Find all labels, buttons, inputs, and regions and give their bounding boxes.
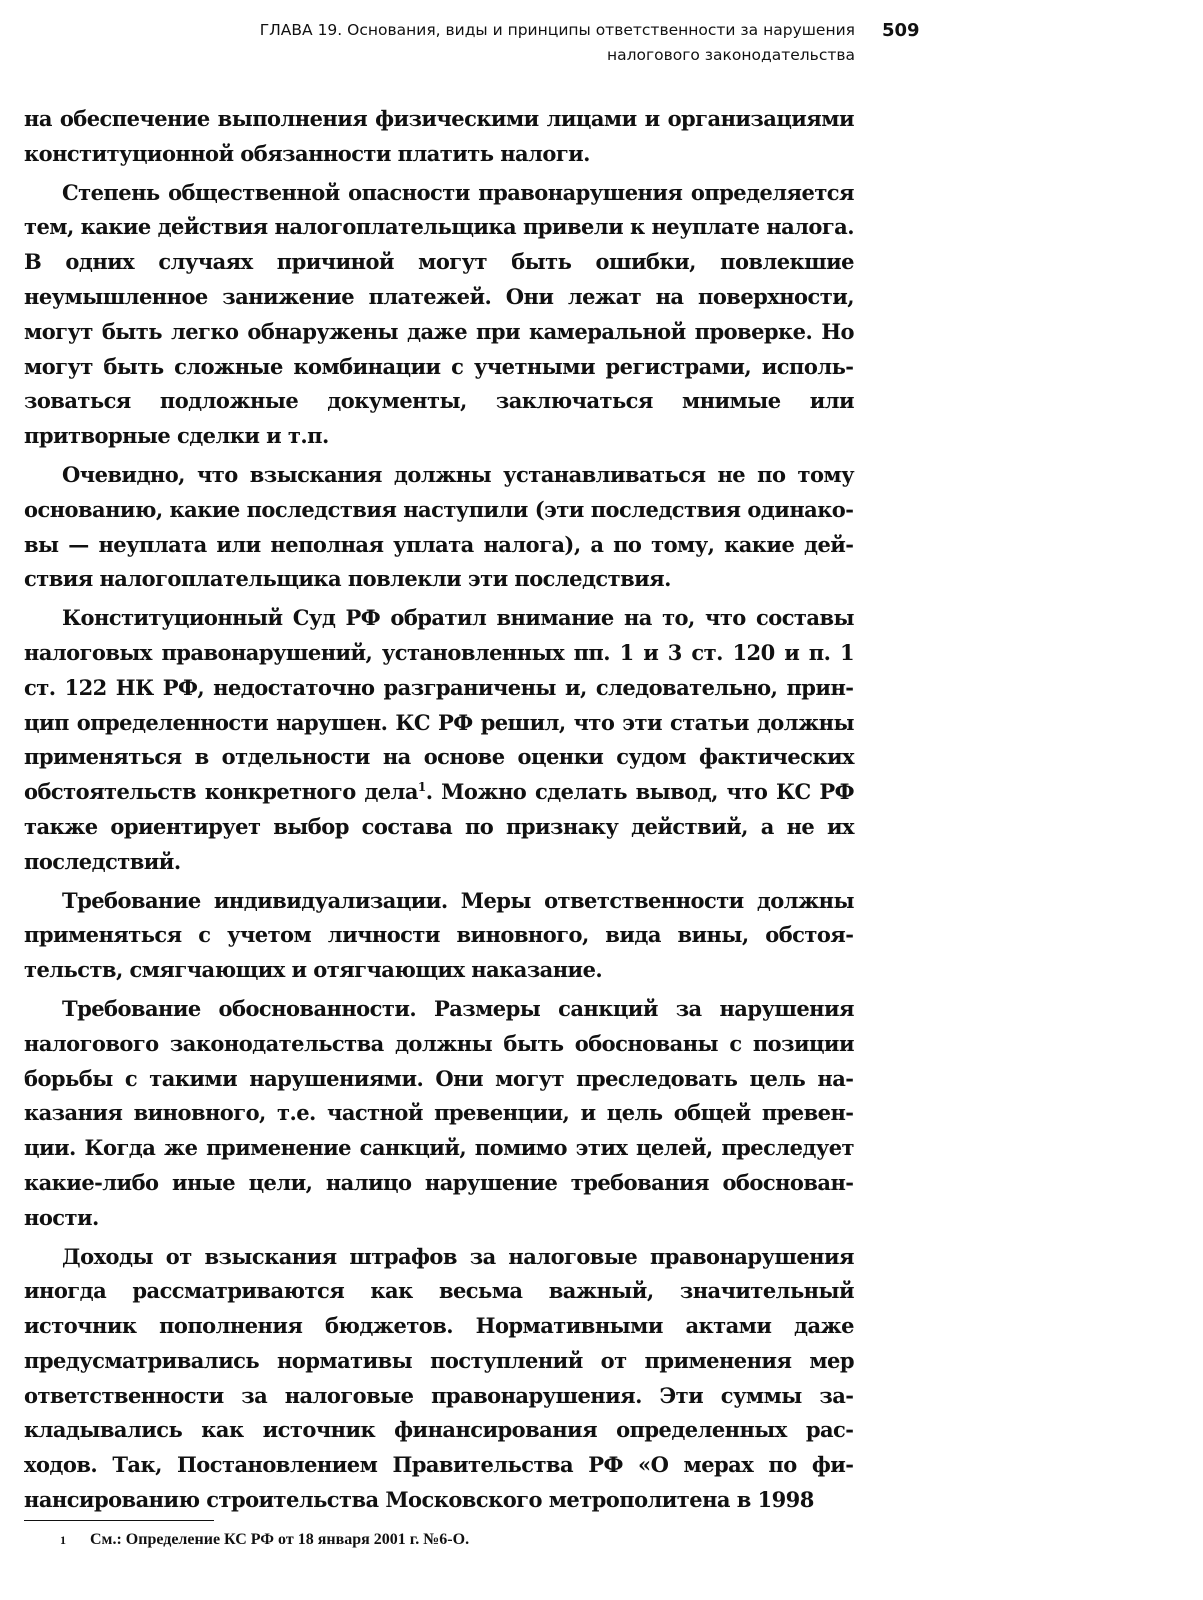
individualization-heading: Требование индивидуализации.	[62, 887, 448, 913]
footnote-mark: 1	[60, 1533, 66, 1547]
paragraph-4-text-a: Конституционный Суд РФ обратил внимание на то, что составы налоговых правонарушений, установленных пп. 1 и 3 ст. 120 и п. 1 ст. 122 НК РФ, недостаточно разграничены и, следовательно, принцип определенности нарушен. КС РФ решил, что эти статьи должны применяться в отдельности на основе оценки судом фактических обстоятельств конкретного дела	[24, 605, 854, 805]
paragraph-5-text: Меры ответственности должны применяться с учетом личности виновного, вида вины, обстоятельств, смягчающих и отягчающих наказание.	[24, 887, 854, 983]
paragraph-4-text-b: . Можно сделать вывод, что КС РФ также ориентирует выбор состава по признаку действий, а не их последствий.	[24, 779, 854, 874]
footnote-text: См.: Определение КС РФ от 18 января 2001 г. №6-О.	[90, 1531, 470, 1548]
paragraph-6	[24, 992, 854, 1236]
footnote	[60, 1529, 469, 1551]
page-number: 509	[882, 20, 920, 41]
paragraph-2: Степень общественной опасности правонарушения определяется тем, какие действия налогоплательщика привели к неуплате налога. В одних случаях причиной могут быть ошибки, повлекшие неумышленное занижение платежей. Они лежат на поверхности, могут быть легко обнаружены даже при камеральной проверке. Но могут быть сложные комбинации с учетными регистрами, использоваться подложные документы, заключаться мнимые или притворные сделки и т.п.	[24, 179, 854, 449]
justification-heading: Требование обоснованности.	[62, 995, 417, 1021]
chapter-title-line-1: ГЛАВА 19. Основания, виды и принципы ответственности за нарушения	[259, 21, 855, 39]
paragraph-1: на обеспечение выполнения физическими лицами и организациями конституционной обязанности платить налоги.	[24, 106, 854, 166]
paragraph-3: Очевидно, что взыскания должны устанавливаться не по тому основанию, какие последствия наступили (эти последствия одинаковы — неуплата или неполная уплата налога), а по тому, какие действия налогоплательщика повлекли эти последствия.	[24, 461, 854, 592]
paragraph-5	[24, 884, 854, 988]
footnote-reference: 1	[417, 780, 426, 795]
paragraph-7: Доходы от взыскания штрафов за налоговые правонарушения иногда рассматриваются как весьма важный, значительный источник пополнения бюджетов. Нормативными актами даже предусматривались нормативы поступлений от применения мер ответственности за налоговые правонарушения. Эти суммы закладывались как источник финансирования определенных расходов. Так, Постановлением Правительства РФ «О мерах по финансированию строительства Московского метрополитена в 1998	[24, 1243, 854, 1513]
footnote-divider	[24, 1520, 214, 1521]
paragraph-6-text: Размеры санкций за нарушения налогового законодательства должны быть обоснованы с позиции борьбы с такими нарушениями. Они могут преследовать цель наказания виновного, т.е. частной превенции, и цель общей превенции. Когда же применение санкций, помимо этих целей, преследует какие-либо иные цели, налицо нарушение требования обоснованности.	[24, 995, 854, 1230]
paragraph-4	[24, 601, 854, 879]
body-text	[24, 102, 854, 1522]
running-head	[120, 18, 855, 68]
chapter-title-line-2: налогового законодательства	[606, 46, 855, 64]
